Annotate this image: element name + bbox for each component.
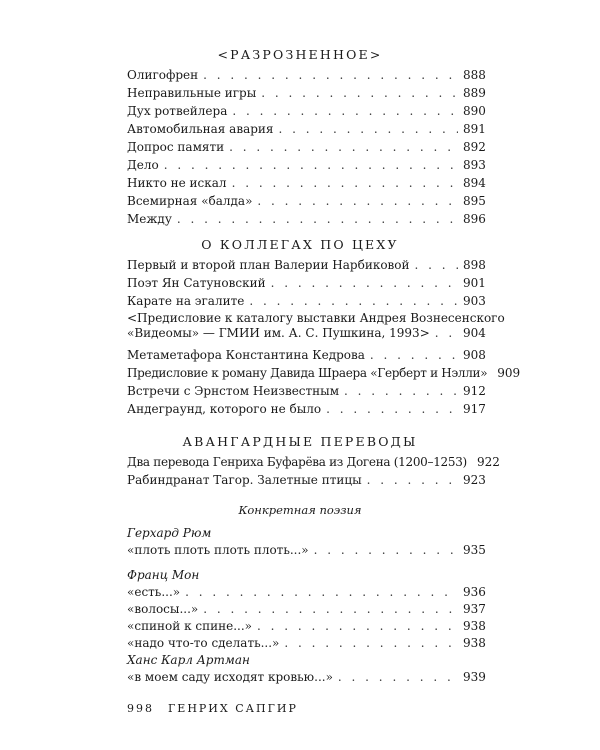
subsection-heading: Конкретная поэзия — [238, 503, 362, 517]
leader-dots — [415, 258, 458, 273]
leader-dots — [370, 348, 458, 363]
toc-entry[interactable] — [127, 311, 505, 341]
toc-entry[interactable] — [127, 294, 485, 309]
page-number: 998 — [127, 702, 154, 715]
leader-dots — [185, 585, 458, 600]
entry-title: Между — [127, 212, 172, 226]
toc-entry[interactable] — [127, 104, 485, 119]
entry-title: Допрос памяти — [127, 140, 225, 154]
leader-dots — [314, 543, 458, 558]
entry-page: 936 — [463, 585, 486, 599]
entry-title-line2: «Видеомы» — ГМИИ им. А. С. Пушкина, 1993> — [127, 326, 430, 340]
toc-entry[interactable] — [127, 194, 485, 209]
toc-entry[interactable] — [127, 258, 485, 273]
section-heading: АВАНГАРДНЫЕ ПЕРЕВОДЫ — [182, 434, 418, 449]
entry-title: Дело — [127, 158, 159, 172]
entry-page: 938 — [463, 636, 486, 650]
entry-title: Встречи с Эрнстом Неизвестным — [127, 384, 340, 398]
entry-page: 888 — [463, 68, 486, 82]
author-name: Ханс Карл Артман — [127, 653, 250, 667]
author-name: Франц Мон — [127, 568, 200, 582]
entry-page: 908 — [463, 348, 486, 362]
toc-entry[interactable] — [127, 366, 521, 381]
toc-entry[interactable] — [127, 619, 485, 634]
section-heading: О КОЛЛЕГАХ ПО ЦЕХУ — [201, 237, 399, 252]
entry-page: 909 — [497, 366, 521, 380]
entry-title: Олигофрен — [127, 68, 199, 82]
toc-entry[interactable] — [127, 602, 485, 617]
running-footer — [127, 702, 298, 715]
toc-entry[interactable] — [127, 212, 485, 227]
leader-dots — [284, 636, 458, 651]
entry-title: Автомобильная авария — [127, 122, 274, 136]
entry-title-line1: <Предисловие к каталогу выставки Андрея Вознесенского — [127, 311, 505, 325]
entry-page: 890 — [463, 104, 486, 118]
entry-page: 901 — [463, 276, 486, 290]
entry-page: 896 — [463, 212, 486, 226]
leader-dots — [257, 619, 458, 634]
leader-dots — [435, 326, 458, 341]
leader-dots — [164, 158, 458, 173]
entry-page: 923 — [463, 473, 486, 487]
toc-entry[interactable] — [127, 585, 485, 600]
entry-page: 889 — [463, 86, 486, 100]
entry-page: 892 — [463, 140, 486, 154]
entry-page: 937 — [463, 602, 486, 616]
entry-title: Дух ротвейлера — [127, 104, 228, 118]
footer-author: ГЕНРИХ САПГИР — [168, 702, 298, 715]
entry-page: 898 — [463, 258, 486, 272]
entry-page: 938 — [463, 619, 486, 633]
leader-dots — [261, 86, 458, 101]
entry-title: Метаметафора Константина Кедрова — [127, 348, 365, 362]
entry-page: 895 — [463, 194, 486, 208]
entry-page: 935 — [463, 543, 486, 557]
entry-page: 912 — [463, 384, 486, 398]
toc-entry[interactable] — [127, 122, 485, 137]
section-heading: <РАЗРОЗНЕННОЕ> — [217, 47, 383, 62]
author-name: Герхард Рюм — [127, 526, 212, 540]
leader-dots — [279, 122, 459, 137]
entry-page: 917 — [463, 402, 486, 416]
toc-entry[interactable] — [127, 455, 500, 470]
entry-title: Предисловие к роману Давида Шраера «Герберт и Нэлли» — [127, 366, 488, 380]
entry-title: Первый и второй план Валерии Нарбиковой — [127, 258, 410, 272]
leader-dots — [326, 402, 458, 417]
entry-title: «волосы...» — [127, 602, 199, 616]
leader-dots — [203, 68, 458, 83]
toc-entry[interactable] — [127, 402, 485, 417]
entry-page: 922 — [476, 455, 500, 469]
leader-dots — [257, 194, 458, 209]
entry-page: 894 — [463, 176, 486, 190]
entry-title: «спиной к спине...» — [127, 619, 253, 633]
toc-entry[interactable] — [127, 68, 485, 83]
leader-dots — [249, 294, 458, 309]
entry-title: Два перевода Генриха Буфарёва из Догена (1200–1253) — [127, 455, 467, 469]
entry-page: 891 — [463, 122, 486, 136]
entry-title: Рабиндранат Тагор. Залетные птицы — [127, 473, 362, 487]
entry-title: Всемирная «балда» — [127, 194, 253, 208]
toc-entry[interactable] — [127, 473, 485, 488]
leader-dots — [338, 670, 458, 685]
toc-entry[interactable] — [127, 276, 485, 291]
leader-dots — [344, 384, 458, 399]
entry-title: «плоть плоть плоть плоть...» — [127, 543, 309, 557]
toc-entry[interactable] — [127, 176, 485, 191]
entry-title: Неправильные игры — [127, 86, 257, 100]
leader-dots — [177, 212, 458, 227]
toc-entry[interactable] — [127, 636, 485, 651]
entry-title: Андеграунд, которого не было — [127, 402, 322, 416]
entry-page: 903 — [463, 294, 486, 308]
entry-page: 893 — [463, 158, 486, 172]
leader-dots — [232, 176, 458, 191]
entry-title: «есть...» — [127, 585, 181, 599]
entry-title: Карате на эгалите — [127, 294, 245, 308]
entry-title: «надо что-то сделать...» — [127, 636, 280, 650]
entry-title: Поэт Ян Сатуновский — [127, 276, 266, 290]
toc-entry[interactable] — [127, 140, 485, 155]
toc-entry[interactable] — [127, 348, 485, 363]
toc-entry[interactable] — [127, 86, 485, 101]
entry-title: «в моем саду исходят кровью...» — [127, 670, 333, 684]
toc-entry[interactable] — [127, 158, 485, 173]
toc-entry[interactable] — [127, 384, 485, 399]
entry-page: 904 — [463, 326, 486, 340]
toc-entry[interactable] — [127, 543, 485, 558]
leader-dots — [271, 276, 458, 291]
entry-page: 939 — [463, 670, 486, 684]
leader-dots — [203, 602, 458, 617]
leader-dots — [367, 473, 458, 488]
toc-entry[interactable] — [127, 670, 485, 685]
leader-dots — [232, 104, 458, 119]
entry-title: Никто не искал — [127, 176, 227, 190]
leader-dots — [229, 140, 458, 155]
